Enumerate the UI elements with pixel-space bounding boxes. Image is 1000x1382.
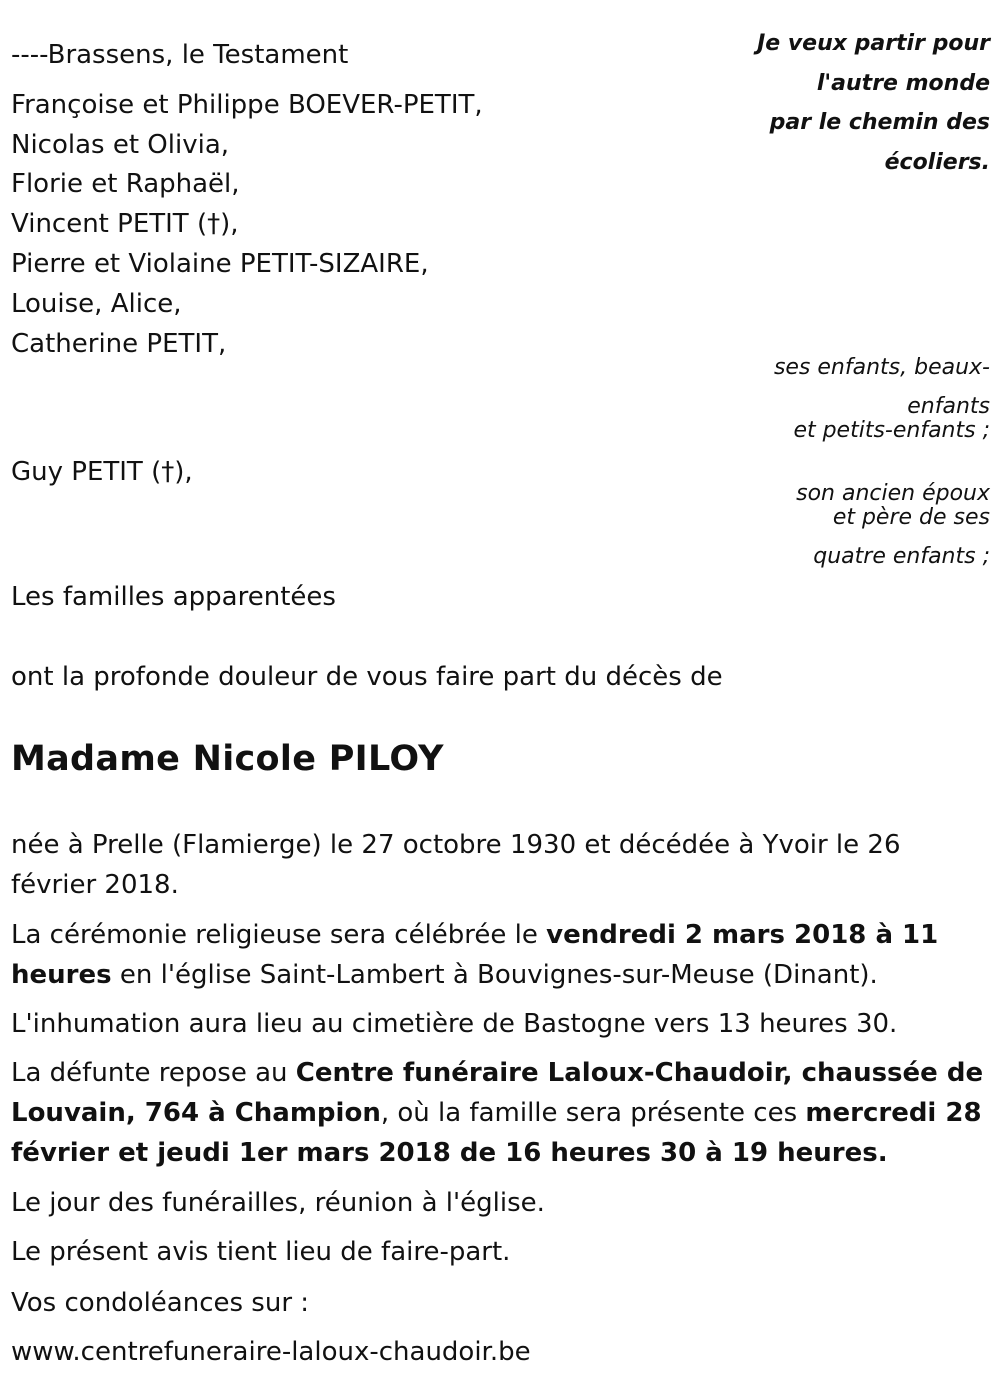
relation-line: ses enfants, beaux-	[773, 355, 990, 380]
relation-line: et père de ses	[832, 505, 990, 530]
viewing-middle: , où la famille sera présente ces	[380, 1098, 806, 1128]
relation-line: quatre enfants ;	[813, 544, 990, 569]
ceremony-info	[11, 915, 986, 995]
announcement: ont la profonde douleur de vous faire part du décès de	[11, 662, 723, 692]
related-families: Les familles apparentées	[11, 582, 336, 612]
ceremony-date-time: vendredi 2 mars 2018 à 11 heures	[11, 920, 939, 990]
funeral-day: Le jour des funérailles, réunion à l'église.	[11, 1188, 545, 1218]
family-line: Vincent PETIT (†),	[11, 209, 239, 239]
family-line: Florie et Raphaël,	[11, 169, 240, 199]
viewing-times: mercredi 28 février et jeudi 1er mars 2018 de 16 heures 30 à 19 heures.	[11, 1098, 982, 1168]
spouse-name: Guy PETIT (†),	[11, 457, 193, 487]
quote-line: écoliers.	[884, 149, 990, 175]
family-line: Nicolas et Olivia,	[11, 130, 230, 160]
birth-death: née à Prelle (Flamierge) le 27 octobre 1930 et décédée à Yvoir le 26 février 2018.	[11, 830, 901, 900]
epigraph-quote	[690, 24, 990, 182]
relation-line: et petits-enfants ;	[793, 418, 990, 443]
website-link[interactable]: www.centrefuneraire-laloux-chaudoir.be	[11, 1337, 531, 1367]
ceremony-location: en l'église Saint-Lambert à Bouvignes-sur-Meuse (Dinant).	[111, 960, 878, 990]
family-line: Catherine PETIT,	[11, 329, 227, 359]
deceased-name: Madame Nicole PILOY	[11, 739, 444, 779]
relation-line: enfants	[907, 394, 990, 419]
spouse-relation	[796, 482, 990, 569]
family-line: Françoise et Philippe BOEVER-PETIT,	[11, 90, 483, 120]
children-relation	[774, 356, 990, 443]
viewing-prefix: La défunte repose au	[11, 1058, 296, 1088]
relation-line: son ancien époux	[796, 481, 990, 506]
family-line: Pierre et Violaine PETIT-SIZAIRE,	[11, 249, 429, 279]
epigraph-source: ----Brassens, le Testament	[11, 40, 349, 70]
quote-line: l'autre monde	[816, 70, 990, 96]
quote-line: Je veux partir pour	[757, 31, 990, 56]
quote-line: par le chemin des	[769, 110, 990, 135]
ceremony-prefix: La cérémonie religieuse sera célébrée le	[11, 920, 547, 950]
condolences-label: Vos condoléances sur :	[11, 1288, 310, 1318]
family-line: Louise, Alice,	[11, 289, 182, 319]
viewing-info	[11, 1053, 986, 1173]
burial-info: L'inhumation aura lieu au cimetière de Bastogne vers 13 heures 30.	[11, 1009, 898, 1039]
viewing-place: Centre funéraire Laloux-Chaudoir, chaussée de Louvain, 764 à Champion	[11, 1058, 984, 1128]
notice: Le présent avis tient lieu de faire-part.	[11, 1237, 511, 1267]
